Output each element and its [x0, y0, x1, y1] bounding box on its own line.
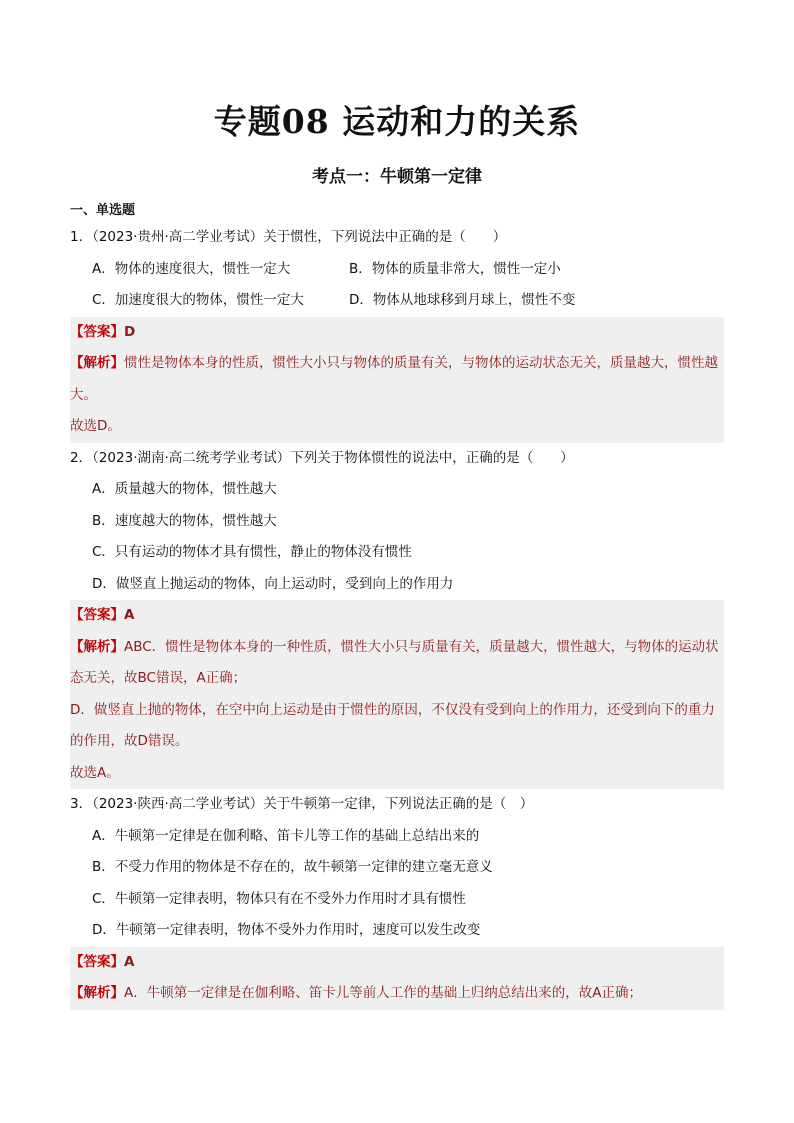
answer-line	[70, 947, 724, 979]
question-stem: 1．（2023·贵州·高二学业考试）关于惯性，下列说法中正确的是（ ）	[70, 229, 507, 245]
option-d: D．物体从地球移到月球上，惯性不变	[349, 292, 576, 308]
option-b: B．速度越大的物体，惯性越大	[92, 512, 277, 529]
option-b: B．不受力作用的物体是不存在的，故牛顿第一定律的建立毫无意义	[92, 859, 493, 875]
analysis-text-d: D．做竖直上抛的物体，在空中向上运动是由于惯性的原因，不仅没有受到向上的作用力，还受到向下的重力的作用，故D错误。	[70, 701, 715, 749]
analysis-tag: 【解析】	[70, 985, 124, 1001]
question-2	[70, 443, 724, 790]
analysis-line	[70, 632, 724, 695]
option-d: D．做竖直上抛运动的物体，向上运动时，受到向上的作用力	[92, 575, 454, 592]
analysis-text: ABC．惯性是物体本身的一种性质，惯性大小只与质量有关，质量越大，惯性越大，与物体的运动状态无关，故BC错误，A正确；	[70, 638, 719, 686]
option-c: C．只有运动的物体才具有惯性，静止的物体没有惯性	[92, 544, 412, 560]
answer-tag: 【答案】	[70, 953, 124, 970]
analysis-line	[70, 978, 724, 1010]
question-1	[70, 222, 724, 443]
document-content	[70, 200, 724, 1010]
question-stem: 2．（2023·湖南·高二统考学业考试）下列关于物体惯性的说法中，正确的是（ ）	[70, 449, 574, 466]
option-b: B．物体的质量非常大，惯性一定小	[349, 260, 561, 277]
analysis-text: A．牛顿第一定律是在伽利略、笛卡儿等前人工作的基础上归纳总结出来的，故A正确；	[124, 985, 642, 1001]
option-d: D．牛顿第一定律表明，物体不受外力作用时，速度可以发生改变	[92, 922, 481, 938]
answer-line	[70, 317, 724, 349]
option-c: C．牛顿第一定律表明，物体只有在不受外力作用时才具有惯性	[92, 890, 466, 907]
answer-line	[70, 600, 724, 632]
answer-block	[70, 317, 724, 443]
analysis-conclusion: 故选D。	[70, 418, 121, 434]
option-row	[70, 285, 724, 317]
answer-value: A	[124, 953, 135, 970]
option-row	[70, 254, 724, 286]
answer-value: D	[124, 323, 136, 340]
option-a: A．牛顿第一定律是在伽利略、笛卡儿等工作的基础上总结出来的	[92, 827, 480, 844]
option-c: C．加速度很大的物体，惯性一定大	[92, 292, 304, 308]
answer-tag: 【答案】	[70, 323, 124, 340]
answer-block	[70, 600, 724, 789]
question-stem: 3．（2023·陕西·高二学业考试）关于牛顿第一定律，下列说法正确的是（ ）	[70, 796, 534, 812]
question-3	[70, 789, 724, 1010]
section-subtitle: 考点一：牛顿第一定律	[312, 167, 482, 187]
analysis-tag: 【解析】	[70, 638, 124, 655]
answer-value: A	[124, 607, 135, 623]
option-a: A．物体的速度很大，惯性一定大	[92, 260, 291, 277]
analysis-line	[70, 348, 724, 411]
answer-tag: 【答案】	[70, 607, 124, 623]
answer-block	[70, 947, 724, 1010]
page-title: 专题08 运动和力的关系	[213, 102, 581, 141]
analysis-tag: 【解析】	[70, 355, 124, 371]
section-heading: 一、单选题	[70, 203, 136, 218]
analysis-conclusion: 故选A。	[70, 764, 120, 781]
analysis-text: 惯性是物体本身的性质，惯性大小只与物体的质量有关，与物体的运动状态无关，质量越大，惯性越大。	[70, 355, 718, 403]
option-a: A．质量越大的物体，惯性越大	[92, 481, 277, 497]
